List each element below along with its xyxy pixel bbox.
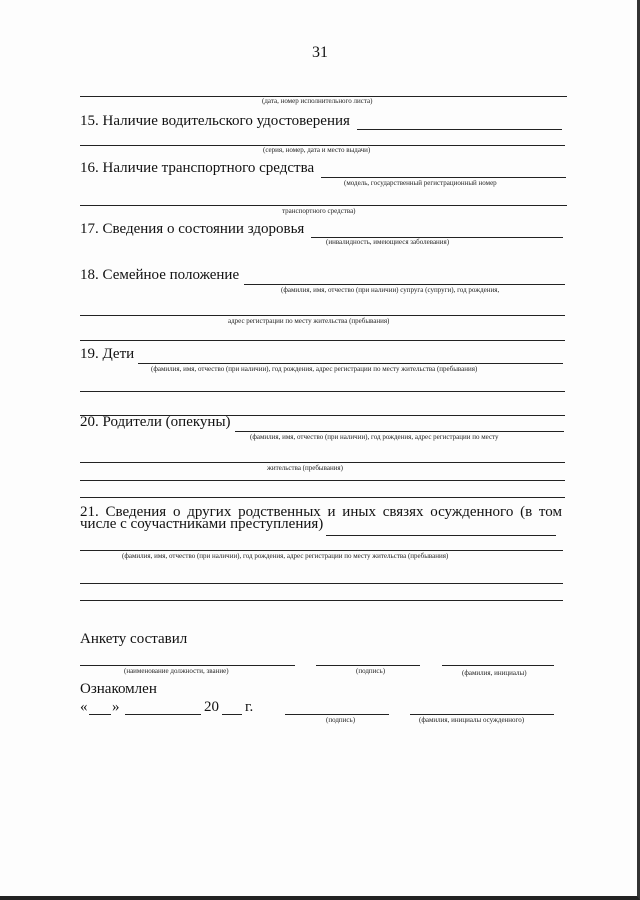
item-19-label: 19. Дети [80,346,135,362]
item-21-field[interactable] [326,535,556,536]
name-initials-line[interactable] [442,665,554,666]
name-initials-caption: (фамилия, инициалы) [462,669,527,677]
item-21-field-4[interactable] [80,600,563,601]
item-18-caption-b: адрес регистрации по месту жительства (пребывания) [228,317,390,325]
day-field[interactable] [89,714,111,715]
item-16-caption-a: (модель, государственный регистрационный номер [344,179,497,187]
convict-name-caption: (фамилия, инициалы осужденного) [419,716,525,724]
item-15-label: 15. Наличие водительского удостоверения [80,113,350,129]
date-open-quote: « [80,699,88,715]
month-field[interactable] [125,714,201,715]
position-rank-line[interactable] [80,665,295,666]
item-16-caption-b: транспортного средства) [282,207,356,215]
item-15-field[interactable] [357,129,562,130]
signature-caption: (подпись) [356,667,386,675]
item-20-caption-a: (фамилия, имя, отчество (при наличии), год рождения, адрес регистрации по месту [250,433,499,441]
compiled-by-label: Анкету составил [80,631,188,647]
item-21-field-3[interactable] [80,583,563,584]
item-21-line-1: 21. Сведения о других родственных и иных связях осужденного (в том [80,504,562,520]
convict-signature-caption: (подпись) [326,716,356,724]
item-21-caption: (фамилия, имя, отчество (при наличии), год рождения, адрес регистрации по месту жительства (пребывания) [122,552,449,560]
item-18-caption-a: (фамилия, имя, отчество (при наличии) супруга (супруги), год рождения, [281,286,500,294]
item-20-field-2[interactable] [80,462,565,463]
item-18-label: 18. Семейное положение [80,267,240,283]
item-16-field[interactable] [321,177,566,178]
item-19-field-2[interactable] [80,391,565,392]
item-16-label: 16. Наличие транспортного средства [80,160,315,176]
page-number: 31 [312,44,328,61]
year-field[interactable] [222,714,242,715]
acquainted-label: Ознакомлен [80,681,157,697]
item-18-field-3[interactable] [80,340,565,341]
item-20-caption-b: жительства (пребывания) [267,464,343,472]
convict-name-line[interactable] [410,714,554,715]
item-20-field-3[interactable] [80,480,565,481]
item-19-caption: (фамилия, имя, отчество (при наличии), год рождения, адрес регистрации по месту жительства (пребывания) [151,365,478,373]
item-15-caption: (серия, номер, дата и место выдачи) [263,146,371,154]
date-close-quote: » [112,699,120,715]
date-exec-sheet-caption: (дата, номер исполнительного листа) [262,97,373,105]
item-16-field-2[interactable] [80,205,567,206]
item-17-caption: (инвалидность, имеющиеся заболевания) [326,238,450,246]
item-18-field[interactable] [244,284,565,285]
position-rank-caption: (наименование должности, звание) [124,667,229,675]
item-18-field-2[interactable] [80,315,565,316]
item-19-field[interactable] [138,363,563,364]
year-prefix: 20 [204,699,219,715]
item-21-line-2: числе с соучастниками преступления) [80,516,324,532]
item-20-label: 20. Родители (опекуны) [80,414,231,430]
item-17-label: 17. Сведения о состоянии здоровья [80,221,305,237]
convict-signature-line[interactable] [285,714,389,715]
signature-line[interactable] [316,665,420,666]
item-21-field-2[interactable] [80,550,563,551]
year-suffix: г. [245,699,254,715]
item-20-field-4[interactable] [80,497,565,498]
item-20-field[interactable] [235,431,564,432]
